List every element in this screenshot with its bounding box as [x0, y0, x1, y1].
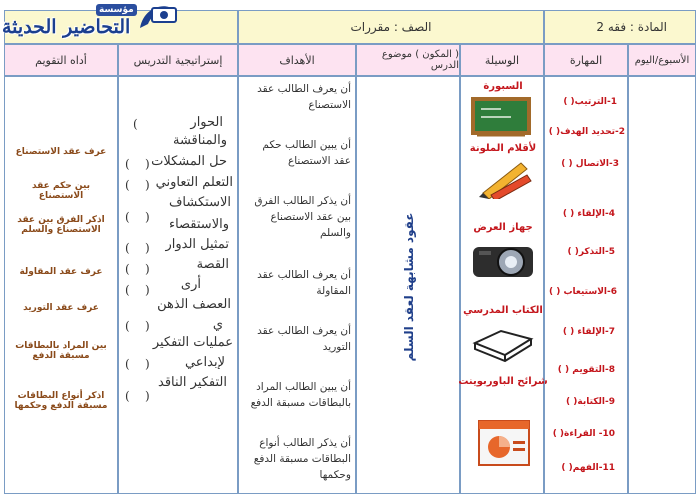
- pencils-icon: [477, 159, 537, 199]
- col-header-topic: [356, 44, 460, 76]
- skill-item: 1-الترتيب( ): [563, 97, 617, 107]
- strategy-checkbox[interactable]: ( ): [125, 262, 150, 276]
- header-subject-cell: [544, 10, 696, 44]
- strategy-checkbox[interactable]: ( ): [125, 319, 150, 333]
- strategy-checkbox[interactable]: ( ): [125, 210, 150, 224]
- col-header-week: [628, 44, 696, 76]
- objectives-column: [238, 76, 356, 494]
- col-header-tool: [460, 44, 544, 76]
- strategy-item: التعلم التعاوني: [155, 175, 233, 190]
- skill-column: [544, 76, 628, 494]
- strategy-checkbox[interactable]: (: [133, 117, 150, 131]
- strategy-item: لإبداعي: [184, 355, 225, 370]
- strategy-item: العصف الذهن: [157, 297, 231, 312]
- book-icon: [471, 321, 535, 365]
- col-header-skill: [544, 44, 628, 76]
- skill-item: 5-التذكر( ): [567, 247, 615, 257]
- topic-column: [356, 76, 460, 494]
- objective-item: أن يذكر الطالب أنواع البطاقات مسبقة الدفع وحكمها: [253, 437, 351, 481]
- skill-item: 4-الإلقاء ( ): [562, 209, 615, 219]
- skill-item: 7-الإلقاء ( ): [562, 327, 615, 337]
- skill-item: 3-الاتصال ( ): [561, 159, 619, 169]
- evaluation-item: عرف عقد المقاولة: [19, 267, 103, 277]
- strategy-item: الاستكشاف: [168, 195, 231, 210]
- projector-icon: [471, 237, 535, 281]
- evaluation-item: بين المراد بالبطاقات مسبقة الدفع: [15, 341, 107, 361]
- strategy-checkbox[interactable]: ( ): [125, 357, 150, 371]
- objective-item: أن يبين الطالب حكم عقد الاستصناع: [262, 139, 351, 167]
- strategy-checkbox[interactable]: ( ): [125, 283, 150, 297]
- col-header-strategy-label: إستراتيجية التدريس: [133, 53, 223, 67]
- objective-item: أن يذكر الطالب الفرق بين عقد الاستصناع والسلم: [254, 195, 351, 239]
- evaluation-item: عرف عقد الاستصناع: [15, 147, 107, 157]
- objective-item: أن يعرف الطالب عقد الاستصناع: [257, 83, 351, 111]
- tool-label: لأقلام الملونة: [469, 143, 537, 154]
- strategy-item: حل المشكلات: [151, 154, 227, 169]
- strategy-item: والاستقصاء: [168, 217, 229, 232]
- col-header-week-label: الأسبوع/اليوم: [634, 54, 690, 66]
- evaluation-item: اذكر أنواع البطاقات مسبقة الدفع وحكمها: [14, 391, 108, 411]
- evaluation-column: [4, 76, 118, 494]
- strategy-item: ي: [212, 317, 223, 332]
- header-subject: المادة : فقه 2: [596, 20, 667, 34]
- strategy-item: والمناقشة: [172, 133, 227, 148]
- evaluation-item: اذكر الفرق بين عقد الاستصناع والسلم: [17, 215, 105, 235]
- powerpoint-icon: [477, 419, 533, 469]
- header-class-cell: [238, 10, 544, 44]
- skill-item: 8-التقويم ( ): [557, 365, 615, 375]
- chalkboard-icon: [471, 97, 531, 139]
- strategy-item: الحوار: [190, 115, 223, 130]
- col-header-objectives: [238, 44, 356, 76]
- skill-item: 11-الفهم( ): [561, 463, 615, 473]
- strategy-checkbox[interactable]: ( ): [125, 241, 150, 255]
- tool-label: الكتاب المدرسي: [463, 305, 543, 316]
- col-header-topic-label: ( المكون ) موضوع الدرس: [381, 49, 459, 71]
- strategy-item: تمثيل الدوار: [165, 237, 229, 252]
- skill-item: 2-تحديد الهدف( ): [548, 127, 625, 137]
- strategy-item: أرى: [180, 277, 201, 292]
- week-column: [628, 76, 696, 494]
- col-header-strategy: [118, 44, 238, 76]
- logo-mark-icon: [134, 0, 180, 34]
- strategy-checkbox[interactable]: ( ): [125, 157, 150, 171]
- objective-item: أن يعرف الطالب عقد التوريد: [257, 325, 351, 353]
- site-logo: [0, 0, 180, 44]
- skill-item: 10- القراءة( ): [552, 429, 615, 439]
- tool-label: جهاز العرض: [473, 222, 533, 233]
- lesson-topic: عقود مشابهة لعقد السلم: [402, 212, 416, 362]
- strategy-checkbox[interactable]: ( ): [125, 178, 150, 192]
- header-class: الصف : مقررات: [350, 20, 432, 34]
- strategy-item: عمليات التفكير: [152, 335, 233, 350]
- strategy-checkbox[interactable]: ( ): [125, 389, 150, 403]
- skill-item: 9-الكتابة( ): [566, 397, 615, 407]
- evaluation-item: بين حكم عقد الاستصناع: [31, 181, 91, 201]
- strategy-item: التفكير الناقد: [158, 375, 227, 390]
- tool-column: [458, 76, 548, 494]
- strategy-column: [118, 76, 238, 494]
- evaluation-item: عرف عقد التوريد: [23, 303, 99, 313]
- col-header-evaluation: [4, 44, 118, 76]
- col-header-evaluation-label: أداه التقويم: [35, 53, 87, 67]
- objective-item: أن يعرف الطالب عقد المقاولة: [257, 269, 351, 297]
- strategy-item: القصة: [196, 257, 229, 272]
- logo-title: التحاضير الحديثة: [2, 16, 131, 38]
- skill-item: 6-الاستيعاب ( ): [549, 287, 617, 297]
- objective-item: أن يبين الطالب المراد بالبطاقات مسبقة الدفع: [250, 381, 351, 409]
- col-header-skill-label: المهارة: [569, 53, 603, 67]
- col-header-objectives-label: الأهداف: [279, 53, 315, 67]
- logo-subtitle: مؤسسة: [96, 4, 137, 16]
- col-header-tool-label: الوسيلة: [484, 53, 520, 67]
- tool-label: شرائح الباوربوينت: [458, 376, 548, 387]
- tool-label: السبورة: [483, 81, 523, 92]
